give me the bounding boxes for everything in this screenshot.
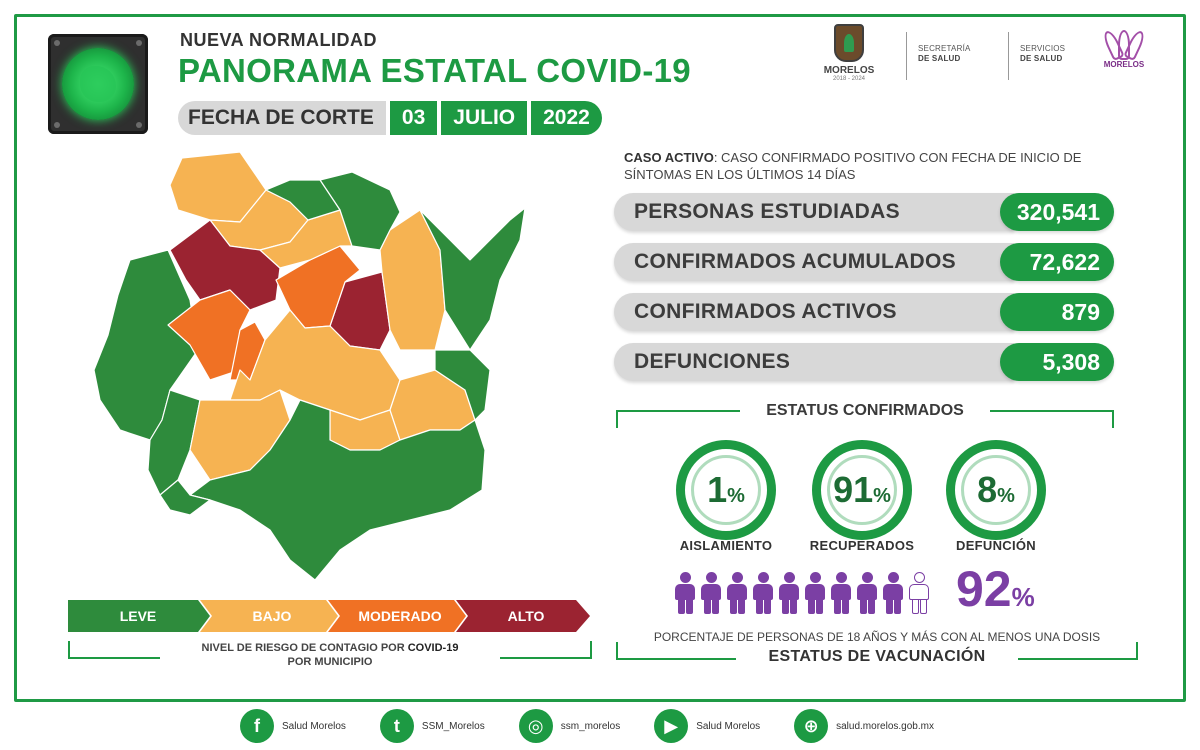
legend-moderado: MODERADO: [358, 608, 442, 624]
aislamiento-value: 1: [707, 469, 728, 510]
header-subtitle: NUEVA NORMALIDAD: [180, 30, 377, 50]
legend-leve: LEVE: [119, 608, 157, 624]
person-icon: [882, 572, 904, 614]
logo-divider: [1008, 32, 1009, 80]
person-icon: [726, 572, 748, 614]
social-website[interactable]: ⊕ salud.morelos.gob.mx: [794, 709, 934, 743]
stat-label: DEFUNCIONES: [614, 343, 1014, 381]
person-icon: [804, 572, 826, 614]
stat-label: CONFIRMADOS ACTIVOS: [614, 293, 1014, 331]
person-icon: [700, 572, 722, 614]
web-icon: ⊕: [794, 709, 828, 743]
person-icon: [908, 572, 930, 614]
cut-date-year: 2022: [531, 101, 602, 135]
stat-value: 879: [1000, 293, 1114, 331]
recuperados-circle: 91%: [812, 440, 912, 540]
stat-defunciones: [614, 343, 1114, 381]
defuncion-label: DEFUNCIÓN: [956, 538, 1036, 553]
stat-value: 72,622: [1000, 243, 1114, 281]
twitter-icon: t: [380, 709, 414, 743]
cut-date: [178, 101, 602, 135]
morelos-flower-logo: MORELOS: [1098, 24, 1150, 69]
vaccination-percentage: 92%: [956, 561, 1035, 617]
legend-bajo: BAJO: [252, 608, 292, 624]
recuperados-value: 91: [833, 469, 874, 510]
flower-icon: [1103, 24, 1145, 60]
facebook-icon: f: [240, 709, 274, 743]
defuncion-value: 8: [977, 469, 998, 510]
risk-legend: [68, 600, 592, 632]
stat-label: PERSONAS ESTUDIADAS: [614, 193, 1014, 231]
person-icon: [778, 572, 800, 614]
recuperados-label: RECUPERADOS: [809, 538, 915, 553]
legend-alto: ALTO: [507, 608, 545, 624]
social-twitter[interactable]: t SSM_Morelos: [380, 709, 485, 743]
youtube-icon: ▶: [654, 709, 688, 743]
stat-personas-estudiadas: [614, 193, 1114, 231]
cut-date-label: FECHA DE CORTE: [178, 101, 386, 135]
social-footer: [240, 706, 968, 746]
morelos-government-logo: MORELOS 2018 - 2024: [818, 24, 880, 82]
stat-label: CONFIRMADOS ACUMULADOS: [614, 243, 1014, 281]
person-icon: [752, 572, 774, 614]
person-icon: [674, 572, 696, 614]
morelos-risk-map: [90, 150, 530, 585]
stat-value: 320,541: [1000, 193, 1114, 231]
vaccination-description: PORCENTAJE DE PERSONAS DE 18 AÑOS Y MÁS CON AL MENOS UNA DOSIS: [614, 630, 1140, 644]
logo-divider: [906, 32, 907, 80]
legend-caption: NIVEL DE RIESGO DE CONTAGIO POR COVID-19 POR MUNICIPIO: [160, 641, 500, 669]
servicios-salud-logo: SERVICIOS DE SALUD: [1020, 44, 1066, 63]
social-instagram[interactable]: ◎ ssm_morelos: [519, 709, 620, 743]
stat-value: 5,308: [1000, 343, 1114, 381]
active-case-definition: CASO ACTIVO: CASO CONFIRMADO POSITIVO CON FECHA DE INICIO DE SÍNTOMAS EN LOS ÚLTIMOS 14 DÍAS: [624, 150, 1082, 182]
vaccination-title: ESTATUS DE VACUNACIÓN: [736, 648, 1018, 666]
social-facebook[interactable]: f Salud Morelos: [240, 709, 346, 743]
traffic-light-icon: [48, 34, 148, 134]
coat-of-arms-icon: [834, 24, 864, 62]
social-youtube[interactable]: ▶ Salud Morelos: [654, 709, 760, 743]
cut-date-month: JULIO: [441, 101, 527, 135]
estatus-title: ESTATUS CONFIRMADOS: [740, 402, 990, 420]
cut-date-day: 03: [390, 101, 437, 135]
stat-confirmados-acumulados: [614, 243, 1114, 281]
person-icon: [830, 572, 852, 614]
vaccination-people-icons: [674, 572, 930, 614]
secretaria-salud-logo: SECRETARÍA DE SALUD: [918, 44, 971, 63]
page-title: PANORAMA ESTATAL COVID-19: [178, 52, 691, 89]
defuncion-circle: 8%: [946, 440, 1046, 540]
person-icon: [856, 572, 878, 614]
instagram-icon: ◎: [519, 709, 553, 743]
stat-confirmados-activos: [614, 293, 1114, 331]
aislamiento-circle: 1%: [676, 440, 776, 540]
aislamiento-label: AISLAMIENTO: [679, 538, 773, 553]
